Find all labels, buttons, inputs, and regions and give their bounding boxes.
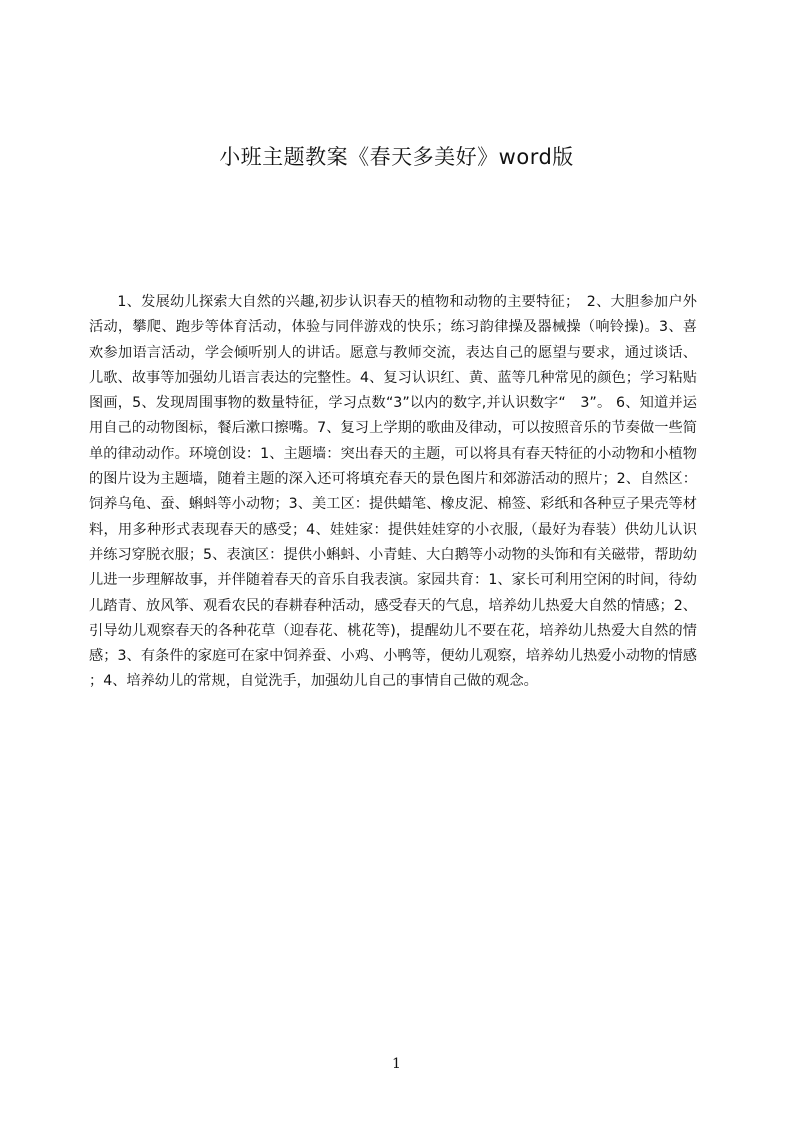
document-body-paragraph: 1、发展幼儿探索大自然的兴趣,初步认识春天的植物和动物的主要特征； 2、大胆参加户外活动，攀爬、跑步等体育活动，体验与同伴游戏的快乐；练习韵律操及器械操（响铃操)。3、喜欢参加语言活动，学会倾听别人的讲话。愿意与教师交流，表达自己的愿望与要求，通过谈话、儿歌、故事等加强幼儿语言表达的完整性。4、复习认识红、黄、蓝等几种常见的颜色；学习粘贴图画，5、发现周围事物的数量特征，学习点数“3”以内的数字,并认识数字“ 3”。 6、知道并运用自己的动物图标，餐后漱口擦嘴。7、复习上学期的歌曲及律动，可以按照音乐的节奏做一些简单的律动动作。环境创设：1、主题墙：突出春天的主题，可以将具有春天特征的小动物和小植物的图片设为主题墙，随着主题的深入还可将填充春天的景色图片和郊游活动的照片；2、自然区：饲养乌龟、蚕、蝌蚪等小动物；3、美工区：提供蜡笔、橡皮泥、棉签、彩纸和各种豆子果壳等材料，用多种形式表现春天的感受；4、娃娃家：提供娃娃穿的小衣服,（最好为春装）供幼儿认识并练习穿脱衣服；5、表演区：提供小蝌蚪、小青蛙、大白鹅等小动物的头饰和有关磁带，帮助幼儿进一步理解故事，并伴随着春天的音乐自我表演。家园共育：1、家长可利用空闲的时间，待幼儿踏青、放风筝、观看农民的春耕春种活动，感受春天的气息，培养幼儿热爱大自然的情感；2、引导幼儿观察春天的各种花草（迎春花、桃花等)，提醒幼儿不要在花，培养幼儿热爱大自然的情感；3、有条件的家庭可在家中饲养蚕、小鸡、小鸭等，便幼儿观察，培养幼儿热爱小动物的情感；4、培养幼儿的常规，自觉洗手，加强幼儿自己的事情自己做的观念。 (89, 294, 697, 690)
document-title: 小班主题教案《春天多美好》word版 (219, 145, 574, 169)
page-number: 1 (392, 1056, 401, 1072)
